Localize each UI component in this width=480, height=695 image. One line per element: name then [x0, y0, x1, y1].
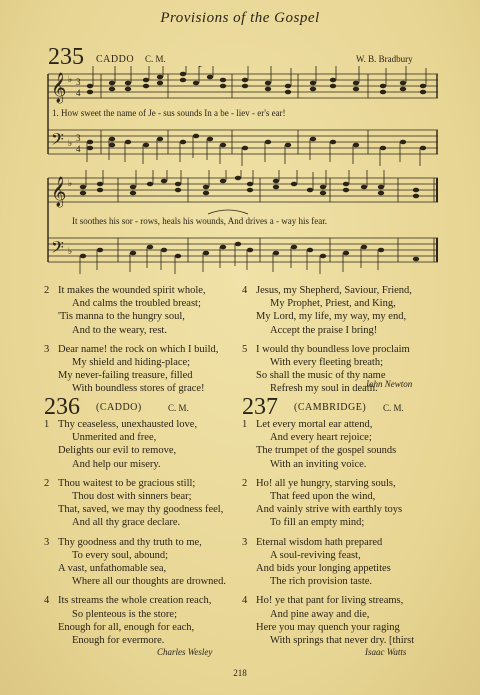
verse-235-4: 4 Jesus, my Shepherd, Saviour, Friend, My Prophet, Priest, and King, My Lord, my life, my way, my end, Accept the praise I bring!: [242, 285, 412, 336]
verse-237-4: 4 Ho! ye that pant for living streams, And pine away and die, Here you may quench your raging With springs that never dry. [thirst: [242, 595, 415, 647]
svg-text:♭: ♭: [68, 179, 73, 189]
hymn-number-236: 236: [44, 394, 80, 420]
svg-text:4: 4: [76, 88, 81, 98]
svg-text:3: 3: [76, 133, 81, 143]
tune-name-236: (CADDO): [96, 402, 142, 413]
hymn-237-verses: [242, 418, 414, 647]
meter-237: C. M.: [383, 403, 404, 413]
verse-235-3: 3 Dear name! the rock on which I build, My shield and hiding-place; My never-failing treasure, filled With boundless stores of grace!: [44, 343, 219, 395]
meter-235: C. M.: [145, 54, 166, 64]
lyric-line-2: It soothes his sor - rows, heals his wounds, And drives a - way his fear.: [72, 216, 327, 226]
hymn-235-verses-left: [44, 284, 218, 396]
author-237: Isaac Watts: [365, 647, 407, 657]
verse-235-2: 2 It makes the wounded spirit whole, And calms the troubled breast; 'Tis manna to the hungry soul, And to the weary, rest.: [44, 285, 206, 336]
author-236: Charles Wesley: [157, 647, 213, 657]
svg-text:4: 4: [76, 144, 81, 154]
meter-236: C. M.: [168, 403, 189, 413]
verse-236-4: 4 Its streams the whole creation reach, So plenteous is the store; Enough for all, enough for each, Enough for evermore.: [44, 595, 212, 647]
hymn-236-verses: [44, 418, 226, 647]
svg-text:𝄢: 𝄢: [51, 237, 64, 261]
svg-text:𝄞: 𝄞: [51, 177, 67, 207]
verse-236-1: 1 Thy ceaseless, unexhausted love, Unmerited and free, Delights our evil to remove, And help our misery.: [44, 419, 198, 470]
svg-text:3: 3: [76, 77, 81, 87]
tune-name-235: CADDO: [96, 54, 135, 65]
verse-237-1: 1 Let every mortal ear attend, And every heart rejoice; The trumpet of the gospel sounds With an inviting voice.: [242, 419, 397, 470]
svg-text:♭: ♭: [68, 75, 73, 85]
composer-235: W. B. Bradbury: [356, 54, 413, 64]
svg-text:𝄞: 𝄞: [51, 73, 67, 103]
hymn-number-235: 235: [48, 44, 84, 70]
verse-236-3: 3 Thy goodness and thy truth to me, To every soul, abound; A vast, unfathomable sea, Where all our thoughts are drowned.: [44, 536, 226, 588]
svg-text:♭: ♭: [68, 139, 73, 149]
svg-text:♭: ♭: [68, 247, 73, 257]
author-235: John Newton: [365, 379, 413, 389]
verse-237-3: 3 Eternal wisdom hath prepared A soul-reviving feast, And bids your longing appetites The rich provision taste.: [242, 536, 391, 588]
verse-236-2: 2 Thou waitest to be gracious still; Thou dost with sinners bear; That, saved, we may thy goodness feel, And all thy grace declare.: [44, 477, 224, 529]
tune-name-237: (CAMBRIDGE): [294, 402, 367, 413]
page-number: 218: [233, 668, 247, 678]
svg-text:𝄢: 𝄢: [51, 129, 64, 153]
page-title: Provisions of the Gospel: [160, 10, 320, 26]
lyric-line-1: 1. How sweet the name of Je - sus sounds In a be - liev - er's ear!: [52, 108, 286, 118]
verse-235-5: 5 I would thy boundless love proclaim With every fleeting breath; So shall the music of thy name Refresh my soul in death.: [242, 343, 410, 395]
hymn-number-237: 237: [242, 394, 278, 420]
verse-237-2: 2 Ho! all ye hungry, starving souls, That feed upon the wind, And vainly strive with earthly toys To fill an empty mind;: [242, 477, 403, 529]
